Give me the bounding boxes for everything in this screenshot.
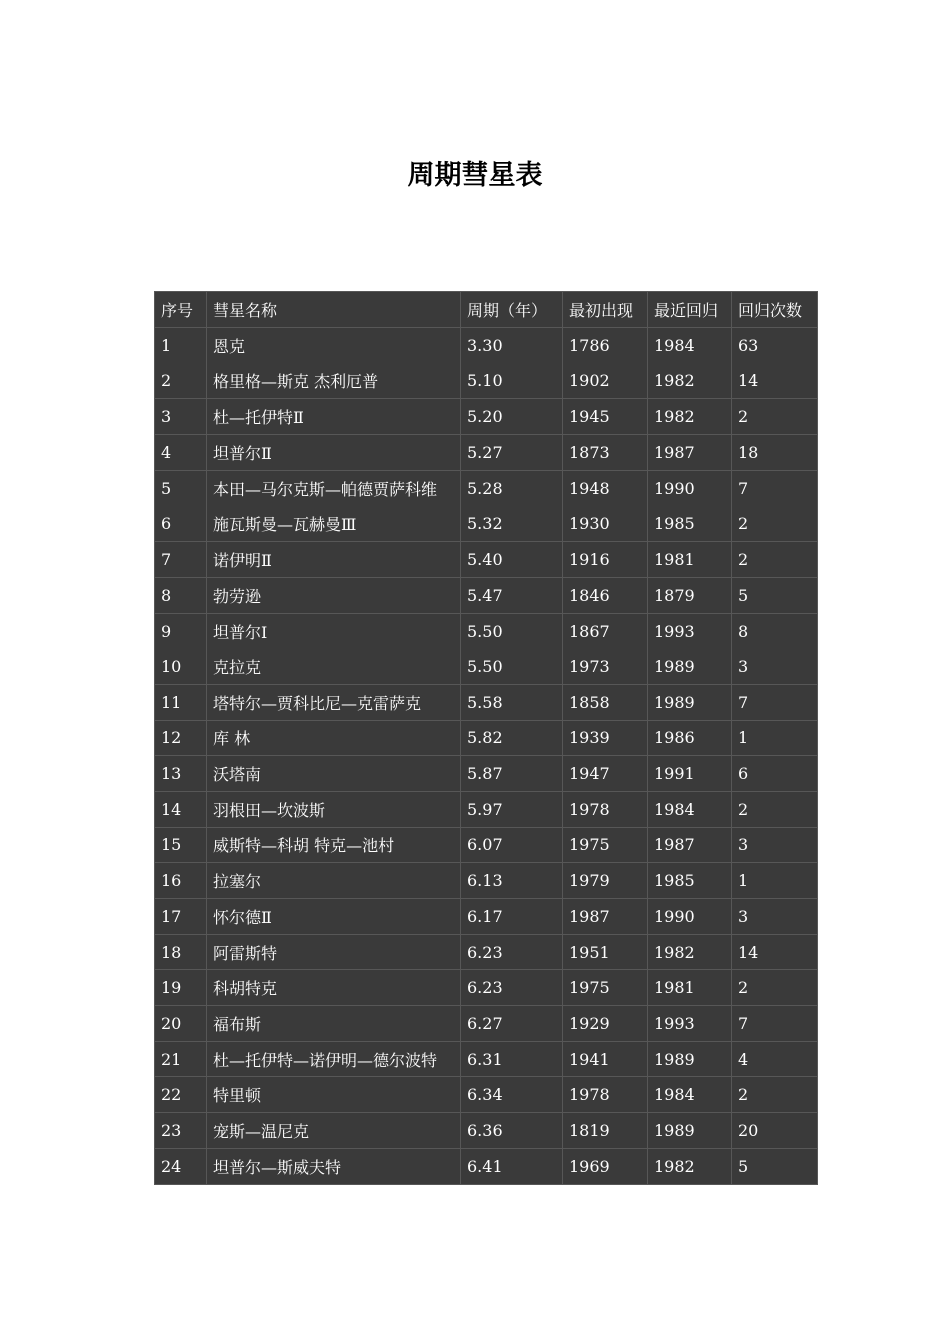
cell-index: 13 xyxy=(155,756,207,792)
cell-period: 5.47 xyxy=(461,577,563,613)
cell-period: 6.07 xyxy=(461,827,563,863)
table-row xyxy=(155,756,818,792)
table-row xyxy=(155,1041,818,1077)
table-row xyxy=(155,863,818,899)
cell-return-count: 3 xyxy=(732,649,818,685)
cell-last-return: 1986 xyxy=(648,720,732,756)
cell-first-appearance: 1951 xyxy=(563,934,648,970)
cell-period: 5.32 xyxy=(461,506,563,542)
cell-period: 6.23 xyxy=(461,934,563,970)
cell-last-return: 1982 xyxy=(648,934,732,970)
cell-return-count: 8 xyxy=(732,613,818,649)
cell-last-return: 1987 xyxy=(648,435,732,471)
cell-comet-name: 坦普尔—斯威夫特 xyxy=(207,1148,461,1184)
cell-comet-name: 恩克 xyxy=(207,328,461,364)
table-row xyxy=(155,328,818,364)
cell-period: 5.97 xyxy=(461,791,563,827)
cell-last-return: 1985 xyxy=(648,506,732,542)
cell-index: 21 xyxy=(155,1041,207,1077)
cell-comet-name: 阿雷斯特 xyxy=(207,934,461,970)
cell-return-count: 2 xyxy=(732,542,818,578)
table-row xyxy=(155,506,818,542)
cell-return-count: 1 xyxy=(732,720,818,756)
table-row xyxy=(155,577,818,613)
cell-period: 5.50 xyxy=(461,649,563,685)
cell-return-count: 7 xyxy=(732,684,818,720)
cell-return-count: 2 xyxy=(732,791,818,827)
cell-period: 6.36 xyxy=(461,1113,563,1149)
cell-return-count: 14 xyxy=(732,934,818,970)
cell-period: 5.58 xyxy=(461,684,563,720)
cell-index: 8 xyxy=(155,577,207,613)
cell-first-appearance: 1916 xyxy=(563,542,648,578)
cell-comet-name: 格里格—斯克 杰利厄普 xyxy=(207,363,461,399)
cell-comet-name: 宠斯—温尼克 xyxy=(207,1113,461,1149)
cell-first-appearance: 1846 xyxy=(563,577,648,613)
cell-last-return: 1990 xyxy=(648,899,732,935)
cell-comet-name: 施瓦斯曼—瓦赫曼Ⅲ xyxy=(207,506,461,542)
cell-period: 5.20 xyxy=(461,399,563,435)
cell-period: 5.27 xyxy=(461,435,563,471)
cell-period: 5.28 xyxy=(461,470,563,506)
header-return-count: 回归次数 xyxy=(732,292,818,328)
cell-first-appearance: 1969 xyxy=(563,1148,648,1184)
cell-return-count: 6 xyxy=(732,756,818,792)
cell-index: 5 xyxy=(155,470,207,506)
header-comet-name: 彗星名称 xyxy=(207,292,461,328)
cell-index: 18 xyxy=(155,934,207,970)
cell-return-count: 5 xyxy=(732,577,818,613)
cell-first-appearance: 1941 xyxy=(563,1041,648,1077)
cell-index: 20 xyxy=(155,1006,207,1042)
cell-index: 7 xyxy=(155,542,207,578)
cell-period: 6.31 xyxy=(461,1041,563,1077)
cell-last-return: 1984 xyxy=(648,791,732,827)
header-index: 序号 xyxy=(155,292,207,328)
cell-comet-name: 科胡特克 xyxy=(207,970,461,1006)
cell-first-appearance: 1978 xyxy=(563,791,648,827)
cell-return-count: 4 xyxy=(732,1041,818,1077)
table-row xyxy=(155,613,818,649)
cell-comet-name: 勃劳逊 xyxy=(207,577,461,613)
cell-last-return: 1984 xyxy=(648,1077,732,1113)
table-row xyxy=(155,899,818,935)
cell-index: 15 xyxy=(155,827,207,863)
header-last-return: 最近回归 xyxy=(648,292,732,328)
cell-index: 17 xyxy=(155,899,207,935)
table-row xyxy=(155,791,818,827)
cell-index: 12 xyxy=(155,720,207,756)
cell-index: 19 xyxy=(155,970,207,1006)
cell-first-appearance: 1979 xyxy=(563,863,648,899)
cell-first-appearance: 1873 xyxy=(563,435,648,471)
cell-return-count: 3 xyxy=(732,827,818,863)
cell-index: 1 xyxy=(155,328,207,364)
cell-index: 9 xyxy=(155,613,207,649)
cell-first-appearance: 1929 xyxy=(563,1006,648,1042)
header-first-appearance: 最初出现 xyxy=(563,292,648,328)
cell-first-appearance: 1786 xyxy=(563,328,648,364)
cell-comet-name: 诺伊明Ⅱ xyxy=(207,542,461,578)
cell-last-return: 1879 xyxy=(648,577,732,613)
cell-index: 4 xyxy=(155,435,207,471)
table-row xyxy=(155,542,818,578)
cell-last-return: 1982 xyxy=(648,1148,732,1184)
cell-index: 3 xyxy=(155,399,207,435)
table-row xyxy=(155,1077,818,1113)
cell-first-appearance: 1948 xyxy=(563,470,648,506)
cell-return-count: 7 xyxy=(732,470,818,506)
cell-first-appearance: 1867 xyxy=(563,613,648,649)
cell-first-appearance: 1939 xyxy=(563,720,648,756)
cell-return-count: 2 xyxy=(732,1077,818,1113)
table-row xyxy=(155,649,818,685)
cell-period: 6.17 xyxy=(461,899,563,935)
cell-period: 6.27 xyxy=(461,1006,563,1042)
cell-period: 5.87 xyxy=(461,756,563,792)
cell-index: 10 xyxy=(155,649,207,685)
table-header-row xyxy=(155,292,818,328)
cell-first-appearance: 1978 xyxy=(563,1077,648,1113)
cell-last-return: 1985 xyxy=(648,863,732,899)
table-body xyxy=(155,328,818,1185)
cell-period: 5.82 xyxy=(461,720,563,756)
cell-comet-name: 坦普尔Ⅰ xyxy=(207,613,461,649)
cell-first-appearance: 1945 xyxy=(563,399,648,435)
cell-period: 3.30 xyxy=(461,328,563,364)
table-row xyxy=(155,684,818,720)
cell-period: 5.50 xyxy=(461,613,563,649)
page-title: 周期彗星表 xyxy=(407,160,543,191)
cell-comet-name: 福布斯 xyxy=(207,1006,461,1042)
cell-period: 6.13 xyxy=(461,863,563,899)
cell-return-count: 3 xyxy=(732,899,818,935)
cell-comet-name: 沃塔南 xyxy=(207,756,461,792)
comet-table xyxy=(154,291,818,1185)
cell-return-count: 7 xyxy=(732,1006,818,1042)
cell-return-count: 18 xyxy=(732,435,818,471)
cell-first-appearance: 1975 xyxy=(563,827,648,863)
cell-comet-name: 羽根田—坎波斯 xyxy=(207,791,461,827)
cell-last-return: 1989 xyxy=(648,1041,732,1077)
table-row xyxy=(155,470,818,506)
table-row xyxy=(155,1148,818,1184)
cell-last-return: 1993 xyxy=(648,613,732,649)
cell-first-appearance: 1973 xyxy=(563,649,648,685)
cell-index: 6 xyxy=(155,506,207,542)
table-row xyxy=(155,970,818,1006)
cell-comet-name: 怀尔德Ⅱ xyxy=(207,899,461,935)
cell-last-return: 1984 xyxy=(648,328,732,364)
cell-index: 14 xyxy=(155,791,207,827)
cell-first-appearance: 1987 xyxy=(563,899,648,935)
cell-index: 16 xyxy=(155,863,207,899)
cell-comet-name: 威斯特—科胡 特克—池村 xyxy=(207,827,461,863)
cell-first-appearance: 1819 xyxy=(563,1113,648,1149)
cell-first-appearance: 1975 xyxy=(563,970,648,1006)
cell-last-return: 1989 xyxy=(648,684,732,720)
table-row xyxy=(155,1113,818,1149)
cell-period: 6.41 xyxy=(461,1148,563,1184)
cell-return-count: 2 xyxy=(732,399,818,435)
cell-index: 22 xyxy=(155,1077,207,1113)
cell-return-count: 5 xyxy=(732,1148,818,1184)
table-row xyxy=(155,1006,818,1042)
cell-index: 2 xyxy=(155,363,207,399)
cell-last-return: 1981 xyxy=(648,970,732,1006)
header-period: 周期（年） xyxy=(461,292,563,328)
cell-last-return: 1987 xyxy=(648,827,732,863)
cell-return-count: 1 xyxy=(732,863,818,899)
cell-last-return: 1989 xyxy=(648,649,732,685)
table-row xyxy=(155,435,818,471)
table-row xyxy=(155,399,818,435)
cell-comet-name: 坦普尔Ⅱ xyxy=(207,435,461,471)
cell-first-appearance: 1858 xyxy=(563,684,648,720)
cell-last-return: 1993 xyxy=(648,1006,732,1042)
table-row xyxy=(155,720,818,756)
cell-first-appearance: 1947 xyxy=(563,756,648,792)
cell-period: 6.34 xyxy=(461,1077,563,1113)
cell-comet-name: 本田—马尔克斯—帕德贾萨科维 xyxy=(207,470,461,506)
table-row xyxy=(155,827,818,863)
cell-last-return: 1989 xyxy=(648,1113,732,1149)
cell-comet-name: 克拉克 xyxy=(207,649,461,685)
cell-return-count: 2 xyxy=(732,970,818,1006)
cell-first-appearance: 1902 xyxy=(563,363,648,399)
cell-return-count: 2 xyxy=(732,506,818,542)
cell-return-count: 20 xyxy=(732,1113,818,1149)
cell-index: 24 xyxy=(155,1148,207,1184)
cell-period: 5.40 xyxy=(461,542,563,578)
cell-comet-name: 拉塞尔 xyxy=(207,863,461,899)
cell-return-count: 14 xyxy=(732,363,818,399)
cell-last-return: 1990 xyxy=(648,470,732,506)
cell-comet-name: 塔特尔—贾科比尼—克雷萨克 xyxy=(207,684,461,720)
cell-comet-name: 库 林 xyxy=(207,720,461,756)
cell-index: 11 xyxy=(155,684,207,720)
cell-last-return: 1981 xyxy=(648,542,732,578)
cell-comet-name: 特里顿 xyxy=(207,1077,461,1113)
cell-comet-name: 杜—托伊特Ⅱ xyxy=(207,399,461,435)
cell-return-count: 63 xyxy=(732,328,818,364)
table-row xyxy=(155,934,818,970)
cell-last-return: 1982 xyxy=(648,399,732,435)
cell-comet-name: 杜—托伊特—诺伊明—德尔波特 xyxy=(207,1041,461,1077)
cell-period: 6.23 xyxy=(461,970,563,1006)
cell-first-appearance: 1930 xyxy=(563,506,648,542)
cell-last-return: 1991 xyxy=(648,756,732,792)
table-row xyxy=(155,363,818,399)
cell-period: 5.10 xyxy=(461,363,563,399)
cell-last-return: 1982 xyxy=(648,363,732,399)
cell-index: 23 xyxy=(155,1113,207,1149)
